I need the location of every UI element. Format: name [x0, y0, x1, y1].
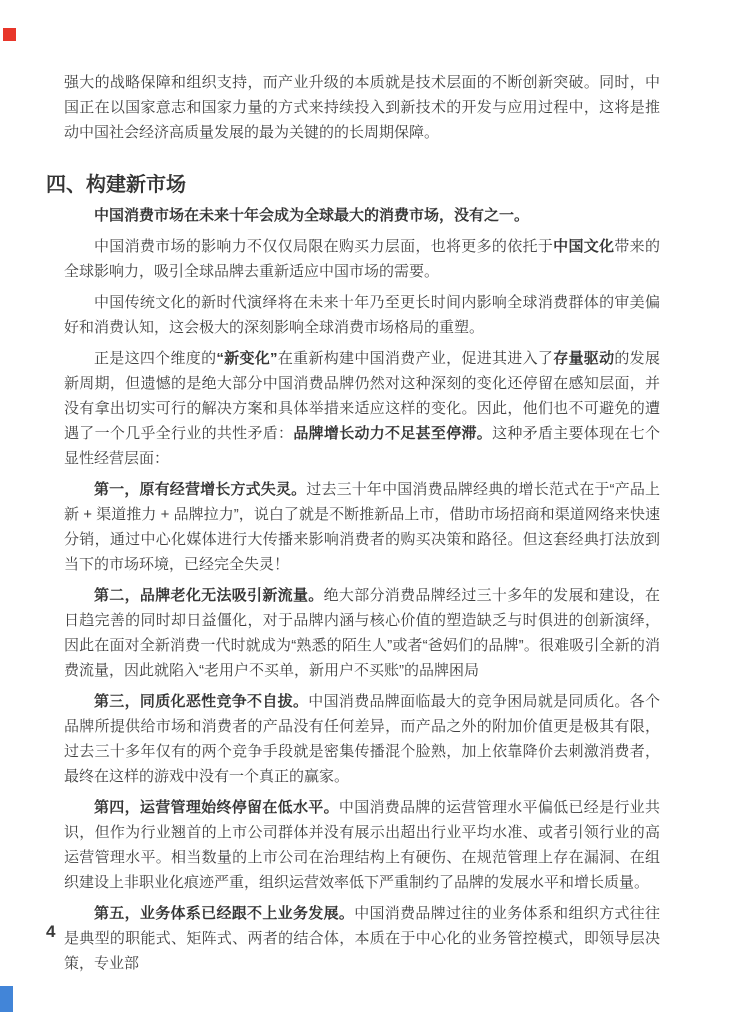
paragraph — [64, 290, 660, 340]
page-number: 4 — [46, 922, 56, 941]
text-run: 带来的全球影响力，吸引全球品牌去重新适应中国市场的需要。 — [64, 238, 660, 280]
bold-text-run: 第五，业务体系已经跟不上业务发展。 — [94, 905, 355, 922]
paragraph — [64, 583, 660, 683]
paragraph — [64, 346, 660, 471]
text-run: 绝大部分消费品牌经过三十多年的发展和建设，在日趋完善的同时却日益僵化，对于品牌内涵与核心价值的塑造缺乏与时俱进的创新演绎，因此在面对全新消费一代时就成为“熟悉的陌生人”或者“爸妈们的品牌”。很难吸引全新的消费流量，因此就陷入“老用户不买单，新用户不买账”的品牌困局 — [64, 587, 660, 679]
bold-text-run: 第四，运营管理始终停留在低水平。 — [94, 799, 339, 816]
bold-text-run: 第一，原有经营增长方式失灵。 — [94, 481, 307, 498]
bold-text-run: 中国文化 — [553, 238, 615, 255]
paragraph — [64, 689, 660, 789]
text-run: 中国消费品牌的运营管理水平偏低已经是行业共识，但作为行业翘首的上市公司群体并没有展示出超出行业平均水准、或者引领行业的高运营管理水平。相当数量的上市公司在治理结构上有硬伤、在规范管理上存在漏洞、在组织建设上非职业化痕迹严重，组织运营效率低下严重制约了品牌的发展水平和增长质量。 — [64, 799, 660, 891]
section-heading — [46, 171, 660, 199]
paragraph — [64, 203, 660, 228]
paragraph — [64, 901, 660, 976]
bold-text-run: 品牌增长动力不足甚至停滞。 — [293, 425, 493, 442]
text-run: 在重新构建中国消费产业，促进其进入了 — [277, 350, 554, 367]
paragraph — [64, 477, 660, 577]
text-run: 中国消费品牌过往的业务体系和组织方式往往是典型的职能式、矩阵式、两者的结合体，本质在于中心化的业务管控模式，即领导层决策，专业部 — [64, 905, 660, 972]
bold-text-run: “新变化” — [216, 350, 278, 367]
paragraph — [64, 234, 660, 284]
text-run: 强大的战略保障和组织支持，而产业升级的本质就是技术层面的不断创新突破。同时，中国正在以国家意志和国家力量的方式来持续投入到新技术的开发与应用过程中，这将是推动中国社会经济高质量发展的最为关键的的长周期保障。 — [64, 74, 660, 141]
bold-text-run: 第三，同质化恶性竞争不自拔。 — [94, 693, 309, 710]
text-run: 这种矛盾主要体现在七个显性经营层面： — [64, 425, 660, 467]
bold-text-run: 中国消费市场在未来十年会成为全球最大的消费市场，没有之一。 — [94, 207, 530, 224]
paragraph — [64, 795, 660, 895]
text-run: 中国消费市场的影响力不仅仅局限在购买力层面，也将更多的依托于 — [94, 238, 554, 255]
red-corner-mark — [3, 28, 16, 41]
bold-text-run: 第二，品牌老化无法吸引新流量。 — [94, 587, 324, 604]
blue-corner-mark — [0, 986, 13, 1012]
text-run: 中国消费品牌面临最大的竞争困局就是同质化。各个品牌所提供给市场和消费者的产品没有任何差异，而产品之外的附加价值更是极其有限，过去三十多年仅有的两个竞争手段就是密集传播混个脸熟，加上依靠降价去刺激消费者，最终在这样的游戏中没有一个真正的赢家。 — [64, 693, 660, 785]
text-run: 的发展新周期，但遗憾的是绝大部分中国消费品牌仍然对这种深刻的变化还停留在感知层面，并没有拿出切实可行的解决方案和具体举措来适应这样的变化。因此，他们也不可避免的遭遇了一个几乎全行业的共性矛盾： — [64, 350, 660, 442]
text-run: 正是这四个维度的 — [94, 350, 217, 367]
document-body — [46, 0, 660, 976]
text-run: 过去三十年中国消费品牌经典的增长范式在于“产品上新 + 渠道推力 + 品牌拉力”，说白了就是不断推新品上市，借助市场招商和渠道网络来快速分销，通过中心化媒体进行大传播来影响消费者的购买决策和路径。但这套经典打法放到当下的市场环境，已经完全失灵！ — [64, 481, 660, 573]
bold-text-run: 四、构建新市场 — [46, 174, 186, 196]
text-run: 中国传统文化的新时代演绎将在未来十年乃至更长时间内影响全球消费群体的审美偏好和消费认知，这会极大的深刻影响全球消费市场格局的重塑。 — [64, 294, 660, 336]
bold-text-run: 存量驱动 — [553, 350, 615, 367]
paragraph — [64, 70, 660, 145]
